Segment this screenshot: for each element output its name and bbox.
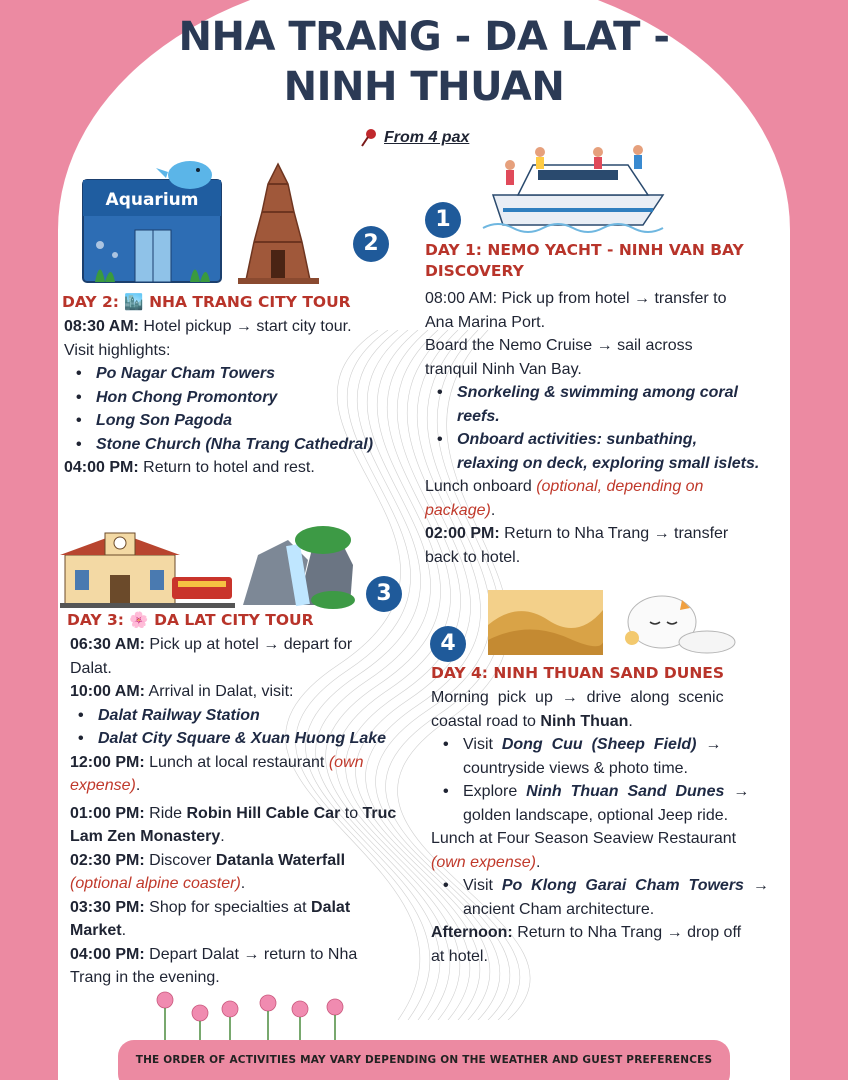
day4-title: DAY 4: NINH THUAN SAND DUNES: [431, 664, 725, 682]
list-item: • Stone Church (Nha Trang Cathedral): [64, 433, 404, 457]
railway-station-illustration: [60, 525, 235, 610]
list-item: • Dalat City Square & Xuan Huong Lake: [66, 727, 410, 751]
list-item: • Visit Po Klong Garai Cham Towers → ancient Cham architecture.: [431, 874, 776, 921]
day3-title: DAY 3: 🌸 DA LAT CITY TOUR: [67, 611, 314, 629]
day1-title: DAY 1: NEMO YACHT - NINH VAN BAY DISCOVERY: [425, 241, 744, 280]
day3-badge: 3: [366, 576, 402, 612]
title-line-2: NINH THUAN: [283, 64, 565, 110]
day2-badge: 2: [353, 226, 389, 262]
list-item: • Onboard activities: sunbathing, relaxing on deck, exploring small islets.: [425, 428, 775, 475]
day3-details: 06:30 AM: Pick up at hotel → depart for Dalat. 10:00 AM: Arrival in Dalat, visit: • Dalat Railway Station • Dalat City Square & Xuan Huong Lake 12:00 PM: Lunch at local restaurant (own expense). 01:00 PM: Ride Robin Hill Cable Car to Truc Lam Zen Monastery. 02:30 PM: Discover Datanla Waterfall (optional alpine coaster). 03:30 PM: Shop for specialties at Dalat Market. 04:00 PM: Depart Dalat → return to Nha Trang in the evening.: [70, 633, 410, 990]
title-line-1: NHA TRANG - DA LAT -: [178, 14, 670, 60]
aquarium-sign-text: Aquarium: [105, 190, 199, 210]
flowers-decoration: [150, 985, 360, 1040]
sheep-illustration: [612, 592, 737, 657]
pax-text: From 4 pax: [384, 129, 470, 146]
page-title: [0, 12, 848, 112]
list-item: • Visit Dong Cuu (Sheep Field) → countryside views & photo time.: [431, 733, 776, 780]
pushpin-icon: [360, 128, 378, 148]
list-item: • Po Nagar Cham Towers: [64, 362, 404, 386]
day1-details: 08:00 AM: Pick up from hotel → transfer to Ana Marina Port. Board the Nemo Cruise → sail across tranquil Ninh Van Bay. • Snorkeling & swimming among coral reefs. • Onboard activities: sunbathing, relaxing on deck, exploring small islets. Lunch onboard (optional, depending on package). 02:00 PM: Return to Nha Trang → transfer back to hotel.: [425, 287, 775, 569]
aquarium-illustration: [80, 150, 225, 285]
day2-details: 08:30 AM: Hotel pickup → start city tour. Visit highlights: • Po Nagar Cham Towers • Hon Chong Promontory • Long Son Pagoda • Stone Church (Nha Trang Cathedral) 04:00 PM: Return to hotel and rest.: [64, 315, 404, 480]
waterfall-illustration: [238, 525, 356, 610]
day1-badge: 1: [425, 202, 461, 238]
day2-title: DAY 2: 🏙️ NHA TRANG CITY TOUR: [62, 293, 351, 311]
sand-dunes-illustration: [488, 590, 603, 655]
day4-details: Morning pick up → drive along scenic coastal road to Ninh Thuan. • Visit Dong Cuu (Sheep Field) → countryside views & photo time. • Explore Ninh Thuan Sand Dunes → golden landscape, optional Jeep ride. Lunch at Four Season Seaview Restaurant (own expense). • Visit Po Klong Garai Cham Towers → ancient Cham architecture. Afternoon: Return to Nha Trang → drop off at hotel.: [431, 686, 776, 968]
list-item: • Dalat Railway Station: [66, 704, 410, 728]
footer-note: THE ORDER OF ACTIVITIES MAY VARY DEPENDING ON THE WEATHER AND GUEST PREFERENCES: [118, 1040, 730, 1080]
cham-tower-illustration: [236, 162, 321, 284]
yacht-illustration: [478, 140, 668, 235]
pax-note: [360, 128, 469, 148]
list-item: • Hon Chong Promontory: [64, 386, 404, 410]
list-item: • Snorkeling & swimming among coral reefs.: [425, 381, 775, 428]
list-item: • Long Son Pagoda: [64, 409, 404, 433]
day4-badge: 4: [430, 626, 466, 662]
list-item: • Explore Ninh Thuan Sand Dunes → golden landscape, optional Jeep ride.: [431, 780, 776, 827]
